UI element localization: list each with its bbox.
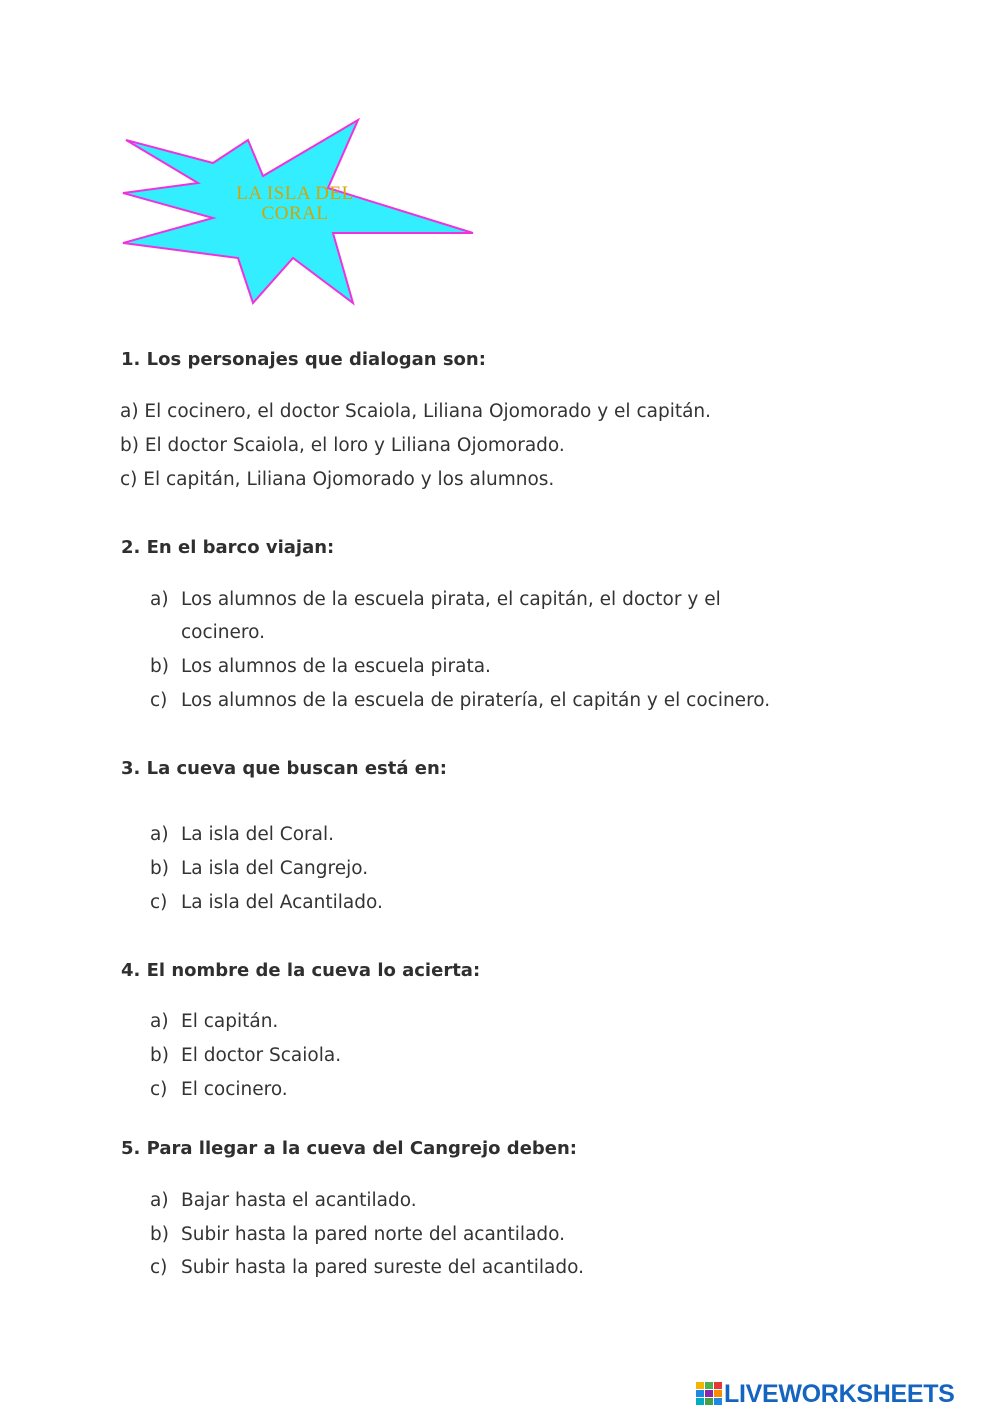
question-3-title: 3. La cueva que buscan está en: xyxy=(121,758,447,779)
question-1-option-a: a) El cocinero, el doctor Scaiola, Liliana Ojomorado y el capitán. xyxy=(120,401,712,422)
question-1-option-c: c) El capitán, Liliana Ojomorado y los alumnos. xyxy=(120,469,555,490)
question-1-option-b: b) El doctor Scaiola, el loro y Liliana Ojomorado. xyxy=(120,435,565,456)
question-5-option-a-text: Bajar hasta el acantilado. xyxy=(181,1190,417,1211)
question-5-option-a-label: a) xyxy=(150,1190,169,1211)
question-3-option-b-label: b) xyxy=(150,858,169,879)
question-4-option-b-label: b) xyxy=(150,1045,169,1066)
question-3-option-c-label: c) xyxy=(150,892,168,913)
question-5-title: 5. Para llegar a la cueva del Cangrejo deben: xyxy=(121,1138,578,1159)
banner-title-line1: LA ISLA DEL xyxy=(236,183,354,204)
question-4-option-a-label: a) xyxy=(150,1011,169,1032)
question-3-option-b-text: La isla del Cangrejo. xyxy=(181,858,369,879)
question-1-title: 1. Los personajes que dialogan son: xyxy=(121,349,486,370)
question-4-option-b-text: El doctor Scaiola. xyxy=(181,1045,342,1066)
question-4-option-c-text: El cocinero. xyxy=(181,1079,288,1100)
question-2-option-a-label: a) xyxy=(150,589,169,610)
banner-title-line2: CORAL xyxy=(261,203,329,224)
question-4-option-a-text: El capitán. xyxy=(181,1011,279,1032)
question-2-option-b-text: Los alumnos de la escuela pirata. xyxy=(181,656,491,677)
question-2-option-c-label: c) xyxy=(150,690,168,711)
question-4-title: 4. El nombre de la cueva lo acierta: xyxy=(121,960,481,981)
question-2-option-b-label: b) xyxy=(150,656,169,677)
question-5-option-c-label: c) xyxy=(150,1257,168,1278)
question-3-option-a-label: a) xyxy=(150,824,169,845)
banner-title xyxy=(215,184,375,224)
question-3-option-a-text: La isla del Coral. xyxy=(181,824,335,845)
question-2-option-a-text-line2: cocinero. xyxy=(181,622,265,643)
question-5-option-c-text: Subir hasta la pared sureste del acantilado. xyxy=(181,1257,584,1278)
question-2-title: 2. En el barco viajan: xyxy=(121,537,335,558)
question-5-option-b-label: b) xyxy=(150,1224,169,1245)
question-2-option-a-text-line1: Los alumnos de la escuela pirata, el capitán, el doctor y el xyxy=(181,589,721,610)
liveworksheets-logo-icon xyxy=(696,1382,722,1406)
liveworksheets-brand-text: LIVEWORKSHEETS xyxy=(724,1379,955,1408)
question-2-option-c-text: Los alumnos de la escuela de piratería, el capitán y el cocinero. xyxy=(181,690,771,711)
question-3-option-c-text: La isla del Acantilado. xyxy=(181,892,383,913)
liveworksheets-footer[interactable] xyxy=(696,1380,955,1408)
question-5-option-b-text: Subir hasta la pared norte del acantilado. xyxy=(181,1224,566,1245)
question-4-option-c-label: c) xyxy=(150,1079,168,1100)
